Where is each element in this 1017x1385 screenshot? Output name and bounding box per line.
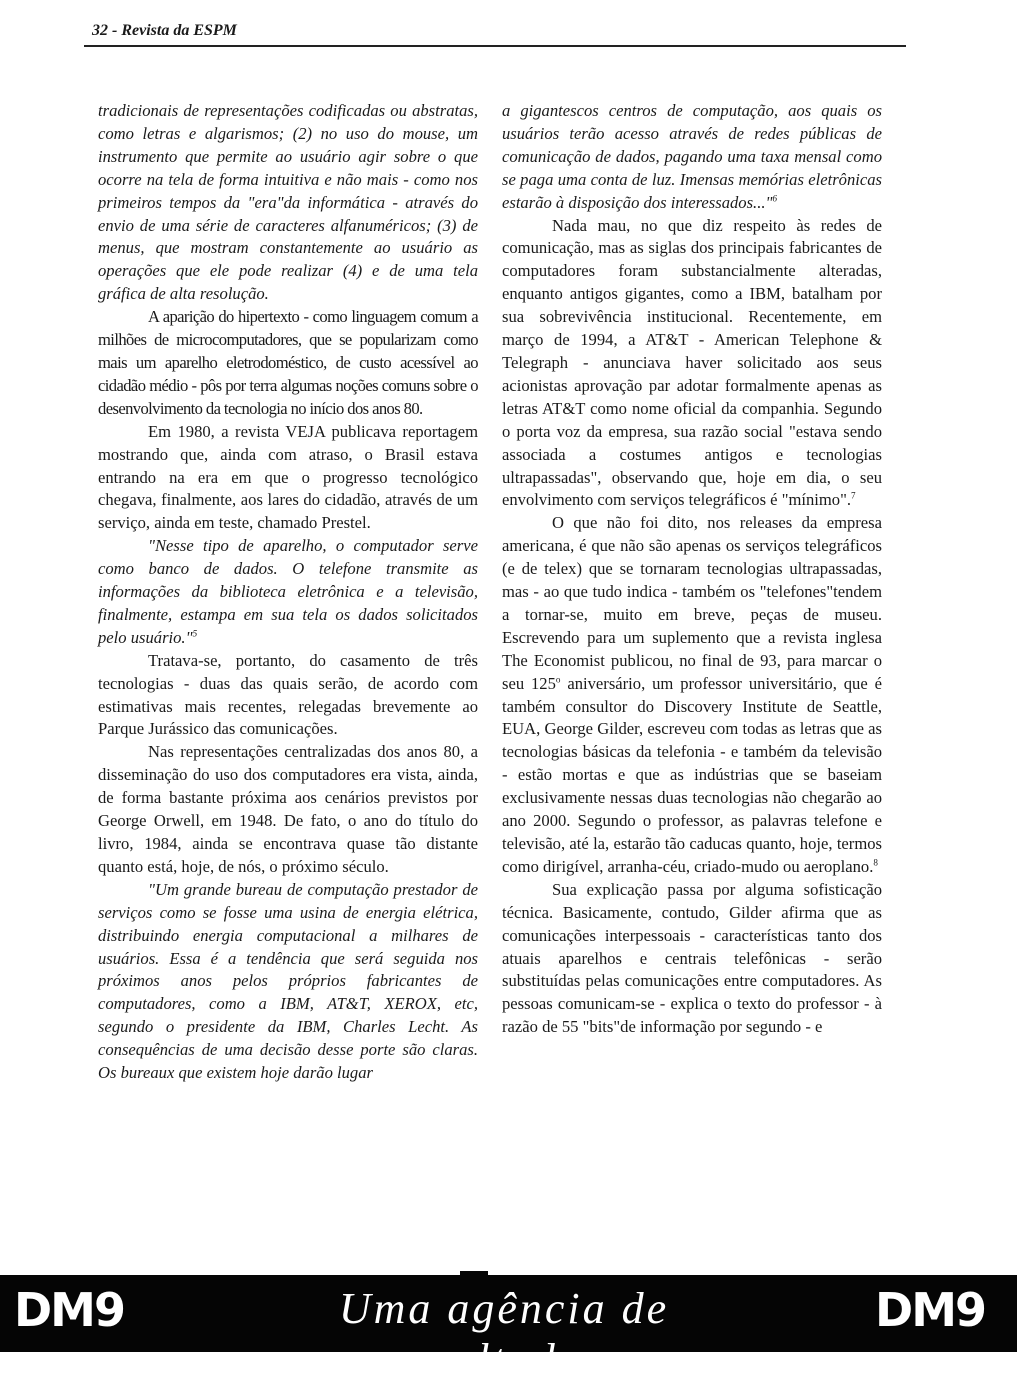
- quote-paragraph: "Um grande bureau de computação prestador de serviços como se fosse uma usina de energia elétrica, distribuindo energia computacional a milhares de usuários. Essa é a tendência que será seguida nos próximos anos pelos próprios fabricantes de computadores, como a IBM, AT&T, XEROX, etc, segundo o presidente da IBM, Charles Lecht. As consequências de uma decisão desse porte são claras. Os bureaux que existem hoje darão lugar: [98, 879, 478, 1083]
- paragraph-text: O que não foi dito, nos releases da empresa americana, é que não são apenas os serviços telegráficos (e de telex) que se tornaram tecnologias ultrapassadas, mas - ao que tudo indica - também os "telefones"tendem a tornar-se, muito em breve, peças de museu. Escrevendo para um suplemento que a revista inglesa The Economist publicou, no final de 93, para marcar o seu 125: [502, 513, 882, 693]
- footnote-ref: 8: [873, 857, 878, 868]
- header-divider: [84, 45, 906, 47]
- paragraph: A aparição do hipertexto - como linguagem comum a milhões de microcomputadores, que se popularizam como mais um aparelho eletrodoméstico, de custo acessível ao cidadão médio - pôs por terra algumas noções comuns sobre o desenvolvimento da tecnologia no início dos anos 80.: [98, 307, 478, 418]
- footnote-ref: 7: [851, 490, 856, 501]
- footnote-ref: 5: [192, 628, 198, 639]
- ad-tagline: Uma agência de resultados.: [338, 1284, 670, 1384]
- footer-ad-banner: [0, 1275, 1017, 1384]
- paragraph: Nas representações centralizadas dos anos 80, a disseminação do uso dos computadores era vista, ainda, de forma bastante próxima aos cenários previstos por George Orwell, em 1948. De fato, o ano do título do livro, 1984, ainda se encontrava quase tão distante quanto está, hoje, de nós, o próximo século.: [98, 742, 478, 876]
- paragraph: Sua explicação passa por alguma sofisticação técnica. Basicamente, contudo, Gilder afirma que as comunicações interpessoais - características tanto dos atuais aparelhos e centrais telefônicas - serão substituídas pelas comunicações entre computadores. As pessoas comunicam-se - explica o texto do professor - à razão de 55 "bits"de informação por segundo - e: [502, 879, 882, 1037]
- quote-paragraph: [98, 535, 478, 650]
- page-header: 32 - Revista da ESPM: [92, 22, 237, 39]
- dm9-logo: DM9: [875, 1283, 985, 1337]
- paragraph: Em 1980, a revista VEJA publicava reportagem mostrando que, ainda com atraso, o Brasil estava entrando na era em que o progresso tecnológico chegava, finalmente, aos lares do cidadão, através de um serviço, ainda em teste, chamado Prestel.: [98, 421, 478, 533]
- ordinal-indicator: o: [555, 674, 561, 685]
- paragraph: [502, 512, 882, 879]
- right-column: [502, 100, 882, 1039]
- quote-text: a gigantescos centros de computação, aos quais os usuários terão acesso através de redes públicas de comunicação de dados, pagando uma taxa mensal como se paga uma conta de luz. Imensas memórias eletrônicas estarão à disposição dos interessados...": [502, 101, 882, 212]
- paragraph: [502, 215, 882, 513]
- paragraph-text: Nada mau, no que diz respeito às redes de comunicação, mas as siglas dos principais fabricantes de computadores foram substancialmente alteradas, enquanto antigos gigantes, como a IBM, batalham por sua sobrevivência institucional. Recentemente, em março de 1994, a AT&T - American Telephone & Telegraph - anunciava haver solicitado aos seus acionistas aprovação par adotar formalmente apenas as letras AT&T como nome oficial da companhia. Segundo o porta voz da empresa, sua razão social "estava sendo associada a costumes antigos e tecnologias ultrapassadas", observando que, hoje em dia, o seu envolvimento com serviços telegráficos é "mínimo".: [502, 215, 882, 510]
- footnote-ref: 6: [772, 193, 778, 204]
- paragraph-text: aniversário, um professor universitário, que é também consultor do Discovery Institute de Seattle, EUA, George Gilder, escreveu com todas as letras que as tecnologias básicas da telefonia - e também da televisão - estão mortas e que as indústrias que se baseiam exclusivamente nessas duas tecnologias não chegarão ao ano 2000. Segundo o professor, as palavras telefone e televisão, até la, estarão tão caducas quanto, hoje, termos como dirigível, arranha-céu, criado-mudo ou aeroplano.: [502, 673, 882, 876]
- dm9-logo: DM9: [14, 1283, 124, 1337]
- quote-text: "Nesse tipo de aparelho, o computador serve como banco de dados. O telefone transmite as informações da biblioteca eletrônica e a televisão, finalmente, estampa em sua tela os dados solicitados pelo usuário.": [98, 536, 478, 647]
- left-column: [98, 100, 478, 1085]
- quote-paragraph: [502, 100, 882, 215]
- paragraph: tradicionais de representações codificadas ou abstratas, como letras e algarismos; (2) no uso do mouse, um instrumento que permite ao usuário agir sobre o que ocorre na tela de forma intuitiva e não mais - como nos primeiros tempos da "era"da informática - através do envio de uma série de caracteres alfanuméricos; (3) de menus, que mostram constantemente ao usuário as operações que ele pode realizar (4) e de uma tela gráfica de alta resolução.: [98, 101, 478, 304]
- paragraph: Tratava-se, portanto, do casamento de três tecnologias - duas das quais serão, de acordo com estimativas mais recentes, relegadas brevemente ao Parque Jurássico das comunicações.: [98, 650, 478, 739]
- banner-notch: [460, 1271, 488, 1277]
